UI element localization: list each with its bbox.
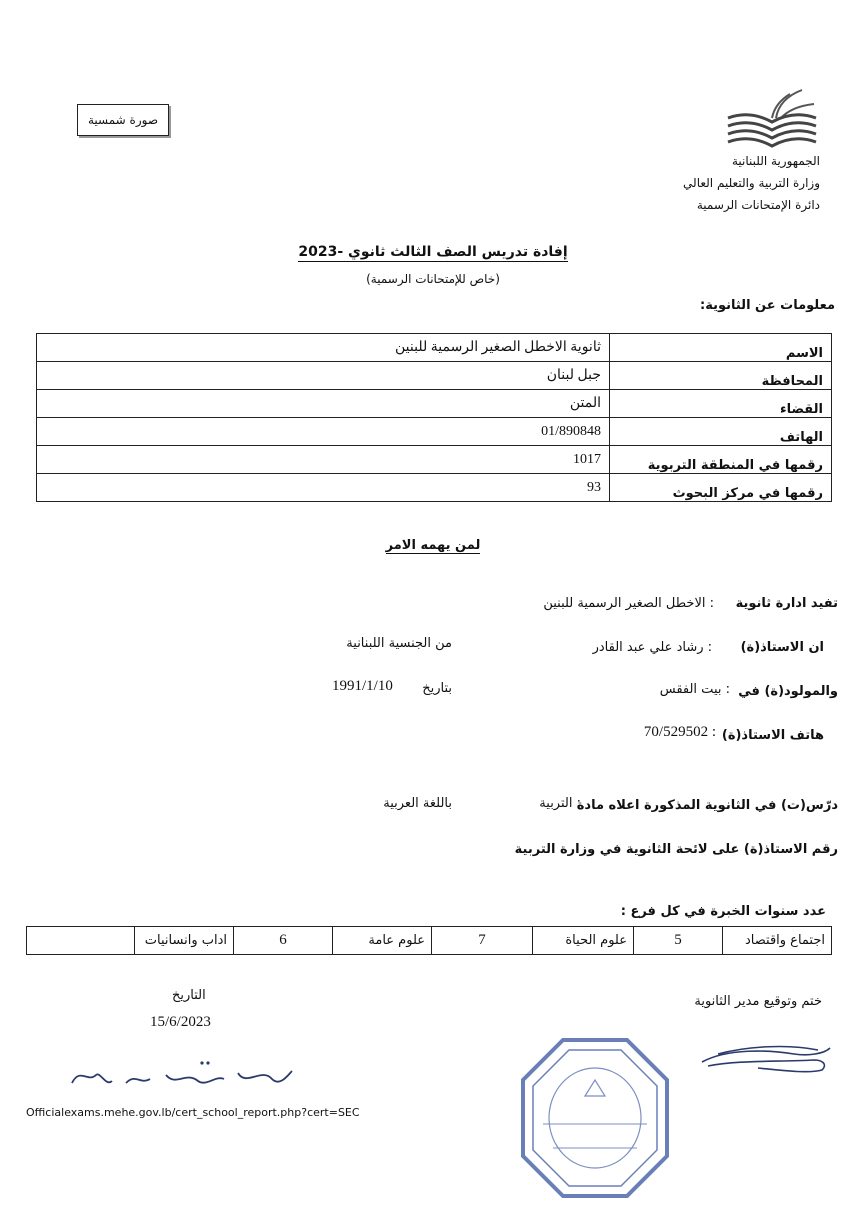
document-title	[0, 244, 866, 260]
taught-label: درّس(ت) في الثانوية المذكورة اعلاه مادة	[576, 798, 838, 813]
years-cell	[27, 927, 135, 955]
school-info-value: المتن	[37, 390, 610, 418]
birthplace-label: والمولود(ة) في	[738, 684, 838, 699]
table-row	[37, 334, 832, 362]
handwritten-note	[66, 1053, 296, 1095]
document-title-text: إفادة تدريس الصف الثالث ثانوي -2023	[298, 244, 568, 260]
branch-cell: علوم عامة	[333, 927, 432, 955]
school-info-key: رقمها في مركز البحوث	[610, 474, 832, 502]
school-info-key: الاسم	[610, 334, 832, 362]
photo-box: صورة شمسية	[77, 104, 169, 136]
years-cell: 6	[234, 927, 333, 955]
header-department: دائرة الإمتحانات الرسمية	[696, 198, 820, 212]
language-value: باللغة العربية	[383, 796, 452, 811]
branch-cell: اداب وانسانيات	[135, 927, 234, 955]
table-row	[37, 390, 832, 418]
date-value: 15/6/2023	[150, 1014, 211, 1030]
experience-table	[26, 926, 832, 955]
branch-cell: علوم الحياة	[533, 927, 634, 955]
teacher-name-value: : رشاد علي عبد القادر	[592, 640, 712, 655]
school-info-value: ثانوية الاخطل الصغير الرسمية للبنين	[37, 334, 610, 362]
school-info-key: رقمها في المنطقة التربوية	[610, 446, 832, 474]
birthdate-value: 1991/1/10	[332, 678, 393, 694]
school-info-value: 01/890848	[37, 418, 610, 446]
branch-cell: اجتماع واقتصاد	[723, 927, 832, 955]
birthdate-label: بتاريخ	[422, 681, 452, 696]
teacher-label: ان الاستاذ(ة)	[740, 640, 824, 655]
ministry-logo	[726, 88, 818, 150]
subject-value: : التربية	[539, 796, 581, 811]
table-row	[37, 418, 832, 446]
years-cell: 7	[432, 927, 533, 955]
table-row	[37, 362, 832, 390]
school-info-value: 1017	[37, 446, 610, 474]
header-republic: الجمهورية اللبنانية	[731, 154, 820, 168]
school-info-key: المحافظة	[610, 362, 832, 390]
school-name-value: : الاخطل الصغير الرسمية للبنين	[543, 596, 714, 611]
date-label: التاريخ	[172, 988, 206, 1003]
school-info-value: جبل لبنان	[37, 362, 610, 390]
to-whom-text: لمن يهمه الامر	[385, 538, 481, 553]
to-whom-heading	[0, 538, 866, 553]
source-url: Officialexams.mehe.gov.lb/cert_school_report.php?cert=SEC	[26, 1106, 360, 1119]
registry-text: رقم الاستاذ(ة) على لائحة الثانوية في وزارة التربية	[514, 842, 838, 857]
signature-label: ختم وتوقيع مدير الثانوية	[694, 994, 822, 1009]
school-stamp	[519, 1036, 671, 1200]
table-row	[37, 474, 832, 502]
table-row	[27, 927, 832, 955]
school-info-key: القضاء	[610, 390, 832, 418]
birthplace-value: : بيت الفقس	[659, 682, 730, 697]
header-ministry: وزارة التربية والتعليم العالي	[683, 176, 820, 190]
school-info-table	[36, 333, 832, 502]
table-row	[37, 446, 832, 474]
nationality-value: من الجنسية اللبنانية	[346, 636, 452, 651]
director-signature	[698, 1040, 834, 1078]
experience-label: عدد سنوات الخبرة في كل فرع :	[620, 904, 826, 919]
school-info-key: الهاتف	[610, 418, 832, 446]
teacher-phone-value: : 70/529502	[643, 724, 716, 740]
teacher-phone-label: هاتف الاستاذ(ة)	[721, 728, 824, 743]
school-info-value: 93	[37, 474, 610, 502]
document-subtitle: (خاص للإمتحانات الرسمية)	[366, 272, 500, 286]
administration-label: تفيد ادارة ثانوية	[735, 596, 838, 611]
school-info-label: معلومات عن الثانوية:	[700, 298, 835, 313]
years-cell: 5	[634, 927, 723, 955]
